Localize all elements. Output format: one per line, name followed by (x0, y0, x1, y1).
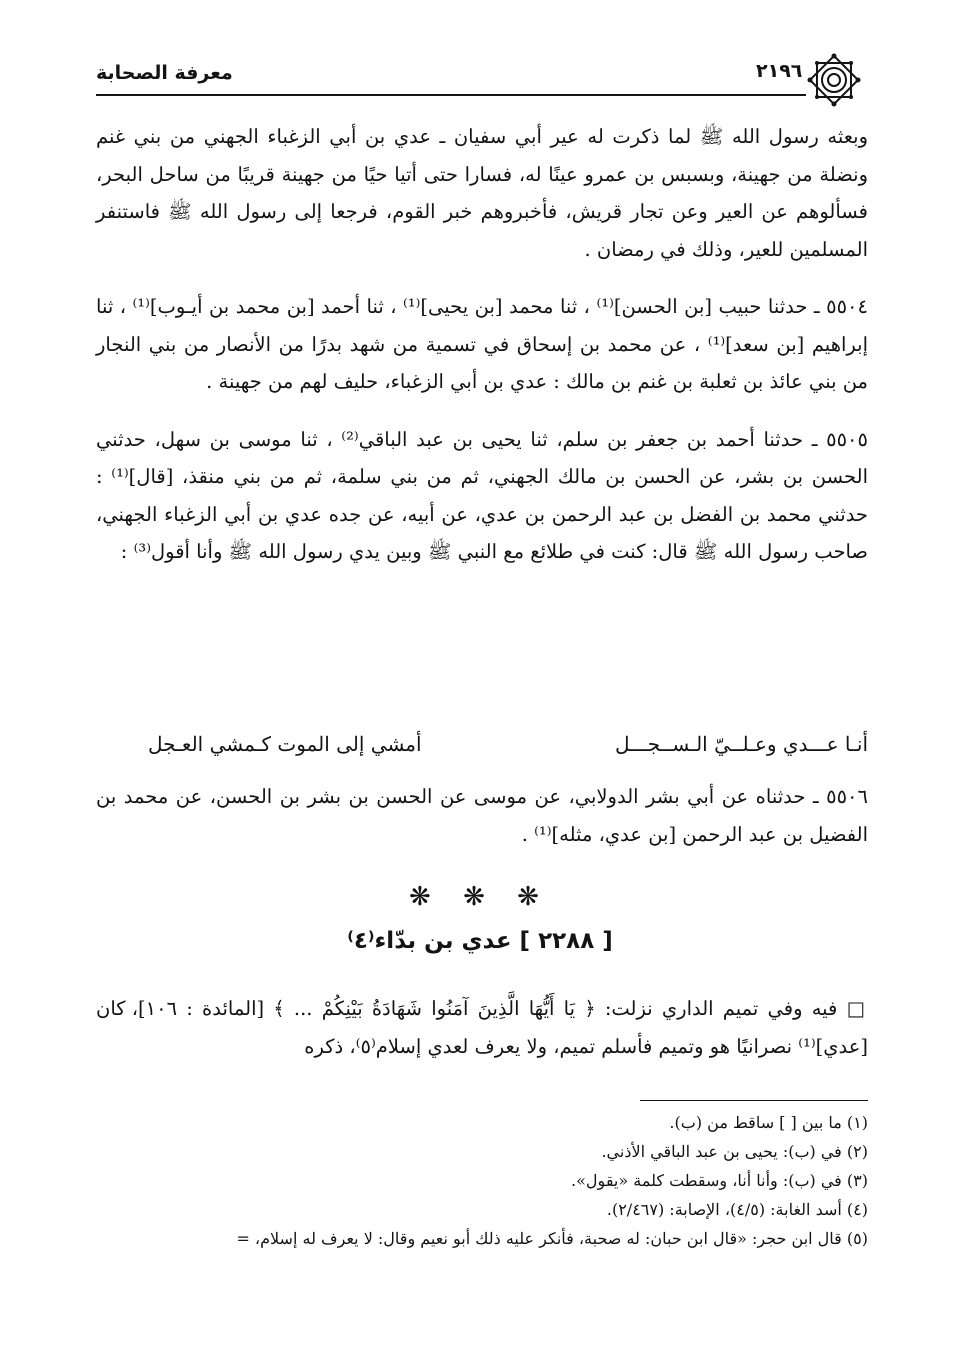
main-text (96, 118, 868, 571)
footnote-3: (٣) في (ب): وأنا أنا، وسقطت كلمة «يقول». (571, 1171, 868, 1190)
running-title: معرفة الصحابة (96, 62, 233, 84)
page-header (96, 56, 868, 100)
octagram-ornament-icon (804, 50, 864, 110)
header-rule (96, 94, 806, 96)
entry-heading: [ ٢٢٨٨ ] عدي بن بدّاء⁽٤⁾ (347, 928, 613, 954)
paragraph-1: وبعثه رسول الله ﷺ لما ذكرت له عير أبي سفيان ـ عدي بن أبي الزغباء الجهني من بني غنم ونضلة من جهينة، وبسبس بن عمرو عينًا له، فسارا حتى أتيا حيًا من جهينة قريبًا من ساحل البحر، فسألوهم عن العير وعن تجار قريش، فأخبروهم خبر القوم، فرجعا إلى رسول الله ﷺ فاستنفر المسلمين للعير، وذلك في رمضان . (96, 125, 868, 261)
main-text-continued (96, 778, 868, 853)
verse-first-hemistich: أنـا عـــدي وعـلــيّ الـســجـــل (615, 732, 868, 756)
footnote-1: (١) ما بين [ ] ساقط من (ب). (669, 1113, 868, 1132)
paragraph-hadith-5504: ٥٥٠٤ ـ حدثنا حبيب [بن الحسن]⁽¹⁾ ، ثنا محمد [بن يحيى]⁽¹⁾ ، ثنا أحمد [بن محمد بن أيـوب]⁽¹⁾ ، ثنا إبراهيم [بن سعد]⁽¹⁾ ، عن محمد بن إسحاق في تسمية من شهد بدرًا من الأنصار من بني النجار من بني عائذ بن ثعلبة بن غنم بن مالك : عدي بن أبي الزغباء، حليف لهم من جهينة . (96, 295, 868, 393)
page-number: ٢١٩٦ (756, 60, 803, 82)
paragraph-hadith-5506: ٥٥٠٦ ـ حدثناه عن أبي بشر الدولابي، عن موسى عن الحسن بن بشر بن الحسن، عن محمد بن الفضيل بن عبد الرحمن [بن عدي، مثله]⁽¹⁾ . (96, 785, 868, 846)
footnote-4: (٤) أسد الغابة: (٤/٥)، الإصابة: (٢/٤٦٧). (606, 1200, 868, 1219)
footnotes (70, 1108, 868, 1253)
poetry-verse (96, 732, 868, 772)
footnote-2: (٢) في (ب): يحيى بن عبد الباقي الأذني. (601, 1142, 868, 1161)
paragraph-entry: □ فيه وفي تميم الداري نزلت: ﴿ يَا أَيُّهَا الَّذِينَ آمَنُوا شَهَادَةُ بَيْنِكُمْ ... ﴾ [المائدة : ١٠٦]، كان [عدي]⁽¹⁾ نصرانيًا هو وتميم فأسلم تميم، ولا يعرف لعدي إسلام⁽٥⁾، ذكره (96, 997, 868, 1058)
footnote-separator (640, 1100, 868, 1101)
entry-text (96, 990, 868, 1065)
verse-second-hemistich: أمشي إلى الموت كـمشي العـجل (148, 732, 422, 756)
section-separator-stars: ❋ ❋ ❋ (409, 882, 551, 912)
paragraph-hadith-5505: ٥٥٠٥ ـ حدثنا أحمد بن جعفر بن سلم، ثنا يحيى بن عبد الباقي⁽²⁾ ، ثنا موسى بن سهل، حدثني الحسن بن بشر، عن الحسن بن مالك الجهني، ثم من بني سلمة، ثم من بني منقذ، [قال]⁽¹⁾ : حدثني محمد بن الفضل بن عبد الرحمن بن عدي، عن أبيه، عن جده عدي بن أبي الزغباء الجهني، صاحب رسول الله ﷺ قال: كنت في طلائع مع النبي ﷺ وبين يدي رسول الله ﷺ وأنا أقول⁽³⁾ : (96, 427, 868, 563)
footnote-5: (٥) قال ابن حجر: «قال ابن حبان: له صحبة، فأنكر عليه ذلك أبو نعيم وقال: لا يعرف له إسلام، = (236, 1229, 868, 1248)
